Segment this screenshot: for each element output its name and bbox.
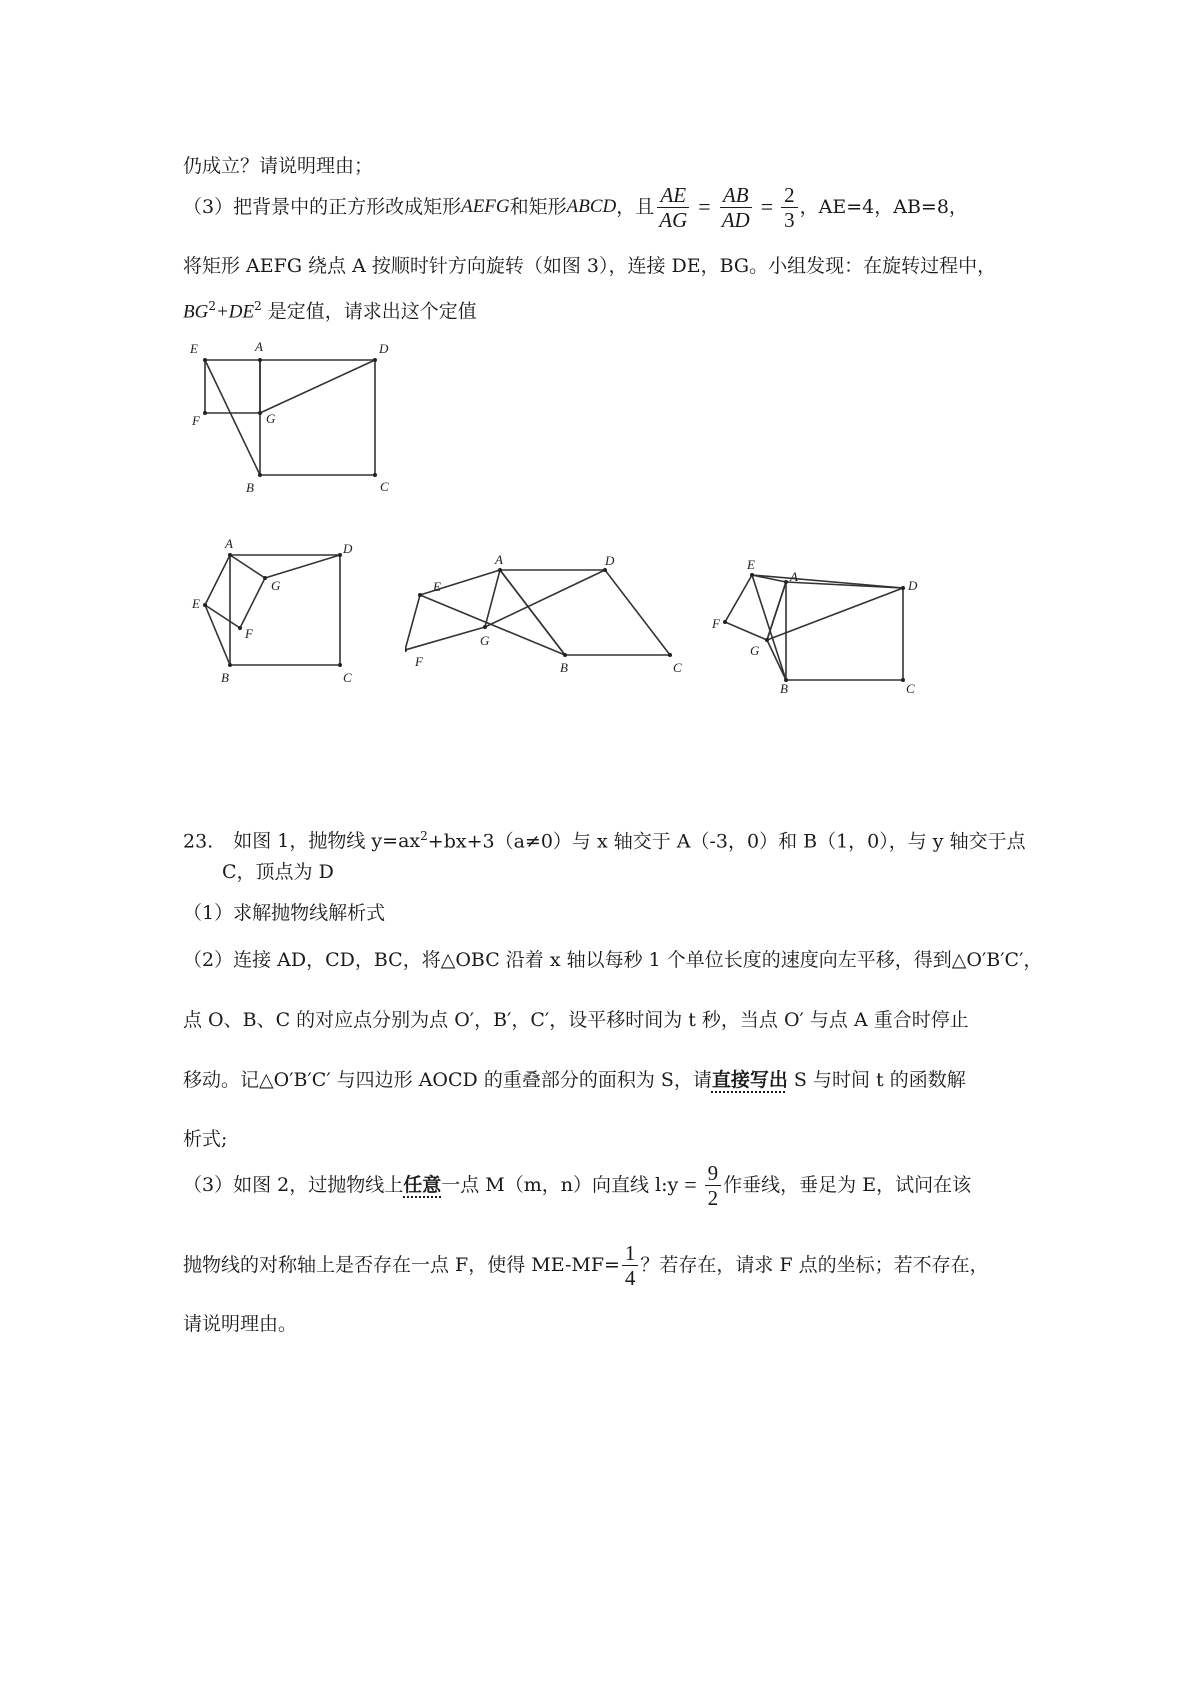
point bbox=[258, 473, 262, 477]
figure-1 bbox=[185, 535, 365, 685]
point bbox=[498, 568, 502, 572]
label-b: B bbox=[221, 670, 229, 685]
label-d: D bbox=[379, 341, 389, 356]
p23-part3-line2 bbox=[183, 1238, 989, 1292]
label-b: B bbox=[246, 480, 254, 495]
p2-line3-a: 移动。记△O′B′C′ 与四边形 AOCD 的重叠部分的面积为 S，请 bbox=[183, 1069, 712, 1091]
fraction-2-3 bbox=[781, 183, 798, 232]
figure-top bbox=[180, 335, 400, 505]
label-d: D bbox=[343, 541, 353, 556]
frac-den: 2 bbox=[707, 1185, 719, 1210]
point bbox=[228, 553, 232, 557]
figure-3 bbox=[710, 560, 940, 695]
label-c: C bbox=[380, 479, 389, 494]
point bbox=[238, 626, 242, 630]
fraction-ae-ag bbox=[656, 183, 690, 232]
point bbox=[263, 576, 267, 580]
text-line-2: 将矩形 AEFG 绕点 A 按顺时针方向旋转（如图 3），连接 DE，BG。小组发现：在旋转过程中， bbox=[183, 255, 997, 277]
segment-ga bbox=[767, 582, 786, 640]
label-a: A bbox=[225, 536, 233, 551]
p3-emph: 任意 bbox=[403, 1174, 442, 1196]
label-c: C bbox=[906, 681, 915, 695]
point bbox=[258, 358, 262, 362]
fraction-9-2 bbox=[705, 1161, 722, 1210]
frac-den: AD bbox=[721, 207, 750, 232]
label-f: F bbox=[712, 616, 720, 631]
p3-a: （3）如图 2，过抛物线上 bbox=[183, 1174, 404, 1196]
frac-den: AG bbox=[659, 207, 688, 232]
p23-head-text2: +bx+3（a≠0）与 x 轴交于 A（-3，0）和 B（1，0），与 y 轴交于点 bbox=[427, 830, 1026, 853]
frac-den: 4 bbox=[624, 1265, 636, 1290]
point bbox=[901, 586, 905, 590]
point bbox=[765, 638, 769, 642]
segment-dg bbox=[485, 570, 605, 627]
point bbox=[203, 603, 207, 607]
rect-abcd: ABCD bbox=[566, 196, 617, 217]
label-e: E bbox=[192, 596, 200, 611]
text-line-3 bbox=[183, 292, 477, 326]
bg-text: BG bbox=[183, 301, 209, 323]
point bbox=[203, 358, 207, 362]
p23-part2-line3 bbox=[183, 1066, 966, 1094]
point bbox=[750, 573, 754, 577]
label-f: F bbox=[192, 413, 200, 428]
point bbox=[203, 411, 207, 415]
de-text: +DE bbox=[215, 301, 255, 323]
equals-sign: = bbox=[698, 194, 711, 219]
p2-line3-b: S 与时间 t 的函数解 bbox=[787, 1069, 966, 1091]
p3-line2-b: ？若存在，请求 F 点的坐标；若不存在， bbox=[640, 1254, 989, 1276]
label-a: A bbox=[790, 569, 798, 584]
label-b: B bbox=[560, 660, 568, 675]
problem-number: 23. bbox=[183, 830, 214, 853]
rect-abcd-outline bbox=[260, 360, 375, 475]
figure-2 bbox=[405, 555, 705, 685]
p23-head-line2: C，顶点为 D bbox=[222, 861, 334, 883]
frac-num: AE bbox=[657, 183, 689, 208]
point bbox=[373, 358, 377, 362]
segment-dg bbox=[260, 360, 375, 413]
p23-part3-line1 bbox=[183, 1158, 971, 1212]
point bbox=[258, 411, 262, 415]
frac-num: 1 bbox=[622, 1241, 639, 1266]
segment-dg bbox=[265, 555, 340, 578]
label-d: D bbox=[908, 578, 918, 593]
p23-part2-line2: 点 O、B、C 的对应点分别为点 O′，B′，C′，设平移时间为 t 秒，当点 O′ 与点 A 重合时停止 bbox=[183, 1009, 969, 1031]
label-f: F bbox=[415, 654, 423, 669]
equals-sign: = bbox=[684, 1172, 697, 1197]
point bbox=[338, 553, 342, 557]
point bbox=[901, 678, 905, 682]
p23-head-text: 如图 1，抛物线 y=ax bbox=[233, 830, 421, 853]
parallelogram-abcd bbox=[500, 570, 670, 655]
p3-given: ，AE=4，AB=8， bbox=[799, 196, 968, 218]
text-line-1 bbox=[183, 182, 968, 232]
frac-num: 2 bbox=[781, 183, 798, 208]
point bbox=[228, 663, 232, 667]
label-e: E bbox=[190, 341, 198, 356]
point bbox=[784, 580, 788, 584]
label-g: G bbox=[750, 643, 760, 658]
frac-num: AB bbox=[720, 183, 752, 208]
p3-qie: ，且 bbox=[616, 196, 655, 218]
p23-part2-line1: （2）连接 AD，CD，BC，将△OBC 沿着 x 轴以每秒 1 个单位长度的速度向左平移，得到△O′B′C′， bbox=[183, 949, 1043, 971]
sup-2: 2 bbox=[420, 829, 428, 843]
fraction-ab-ad bbox=[719, 183, 753, 232]
frac-num: 9 bbox=[705, 1161, 722, 1186]
point bbox=[563, 653, 567, 657]
rect-aefg-outline bbox=[205, 360, 260, 413]
label-g: G bbox=[480, 633, 490, 648]
point bbox=[373, 473, 377, 477]
label-g: G bbox=[266, 411, 276, 426]
text-line-0: 仍成立？请说明理由； bbox=[183, 155, 374, 177]
label-c: C bbox=[343, 670, 352, 685]
segment-eb bbox=[752, 575, 786, 680]
point bbox=[418, 593, 422, 597]
segment-gd bbox=[767, 588, 903, 640]
label-b: B bbox=[780, 681, 788, 695]
label-g: G bbox=[271, 578, 281, 593]
label-a: A bbox=[255, 339, 263, 354]
p23-part2-line4: 析式; bbox=[183, 1128, 228, 1150]
equals-sign: = bbox=[760, 194, 774, 219]
point bbox=[338, 663, 342, 667]
p3-prefix: （3）把背景中的正方形改成矩形 bbox=[183, 196, 462, 218]
label-d: D bbox=[605, 555, 615, 568]
p3-c: 作垂线，垂足为 E，试问在该 bbox=[723, 1174, 972, 1196]
point bbox=[405, 648, 407, 652]
sup-2: 2 bbox=[208, 299, 216, 313]
p3-line2-a: 抛物线的对称轴上是否存在一点 F，使得 ME-MF= bbox=[183, 1254, 620, 1276]
fraction-1-4 bbox=[622, 1241, 639, 1290]
label-e: E bbox=[433, 579, 441, 594]
point bbox=[723, 620, 727, 624]
segment-gb bbox=[767, 640, 786, 680]
line3-tail: 是定值，请求出这个定值 bbox=[261, 300, 477, 323]
p23-part1: （1）求解抛物线解析式 bbox=[183, 902, 386, 924]
label-c: C bbox=[673, 660, 682, 675]
sup-2: 2 bbox=[254, 299, 262, 313]
segment-ed bbox=[752, 575, 903, 588]
label-f: F bbox=[245, 626, 253, 641]
segment-de bbox=[205, 360, 260, 475]
p2-line3-emph: 直接写出 bbox=[711, 1069, 788, 1091]
point bbox=[483, 625, 487, 629]
p23-head bbox=[183, 822, 1026, 855]
rect-abcd-outline bbox=[786, 582, 903, 680]
segment-ad-be bbox=[420, 595, 565, 655]
rect-aegf-outline bbox=[205, 555, 265, 628]
p3-and: 和矩形 bbox=[509, 196, 567, 218]
p3-b: 一点 M（m，n）向直线 l:y bbox=[441, 1174, 679, 1196]
frac-den: 3 bbox=[784, 207, 795, 232]
label-a: A bbox=[495, 555, 503, 567]
rect-aefg: AEFG bbox=[461, 196, 510, 217]
point bbox=[668, 653, 672, 657]
point bbox=[603, 568, 607, 572]
p23-part3-line3: 请说明理由。 bbox=[183, 1313, 298, 1335]
label-e: E bbox=[747, 560, 755, 572]
